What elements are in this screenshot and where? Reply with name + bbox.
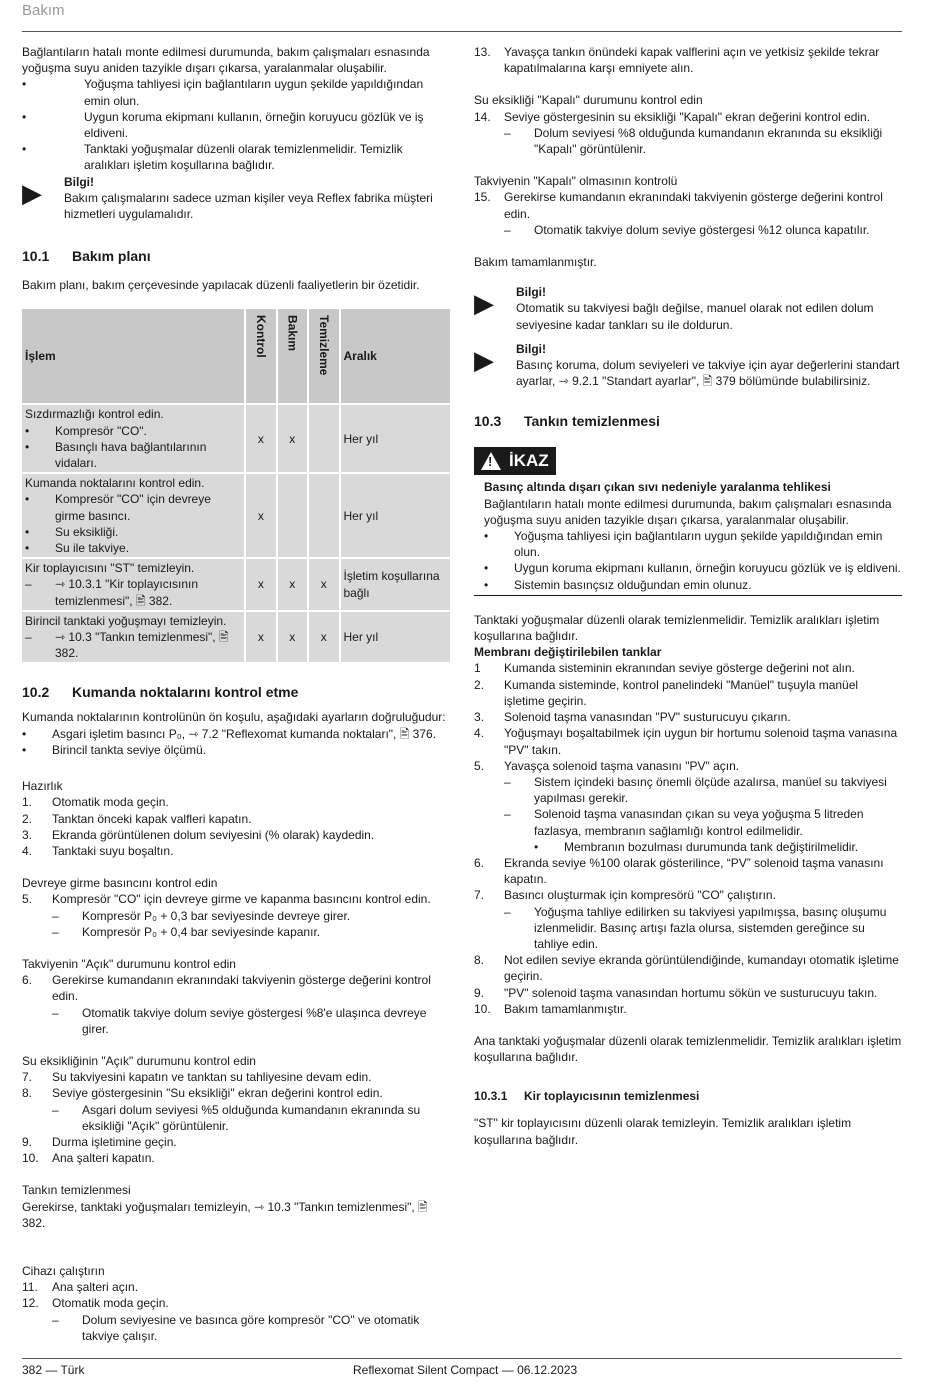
sub-step: – Solenoid taşma vanasından çıkan su veya yoğuşma 5 litreden fazlasya, membranın sağlamlığı kontrol edilmelidir. [504, 807, 864, 838]
step: 14. Seviye göstergesinin su eksikliği "Kapalı" ekran değerini kontrol edin. [474, 109, 871, 124]
footer-page-number: 382 — Türk [22, 1363, 85, 1377]
subheading: Membranı değiştirilebilen tanklar [474, 645, 662, 660]
list-item: • Yoğuşma tahliyesi için bağlantıların uygun şekilde yapıldığından emin olun. [484, 529, 883, 560]
subheading: Takviyenin "Kapalı" olmasının kontrolü [474, 174, 678, 189]
section-text: "ST" kir toplayıcısını düzenli olarak temizleyin. Temizlik aralıkları işletim koşullarına bağlıdır. [474, 1116, 852, 1147]
step: 12. Otomatik moda geçin. [22, 1296, 169, 1311]
warning-title: Basınç altında dışarı çıkan sıvı nedeniyle yaralanma tehlikesi [484, 480, 831, 495]
step: 7. Su takviyesini kapatın ve tanktan su tahliyesine devam edin. [22, 1070, 372, 1085]
step: 1 Kumanda sisteminin ekranından seviye gösterge değerini not alın. [474, 661, 855, 676]
section-text: Tanktaki yoğuşmalar düzenli olarak temizlenmelidir. Temizlik aralıkları işletim koşullarına bağlıdır. [474, 612, 880, 644]
footer-document-title: Reflexomat Silent Compact — 06.12.2023 [353, 1363, 578, 1377]
page-header: Bakım [22, 2, 65, 19]
step: 15. Gerekirse kumandanın ekranındaki takviyenin gösterge değerini kontrol edin. [474, 190, 883, 221]
step: 5. Yavaşça solenoid taşma vanasını "PV" açın. [474, 758, 740, 773]
info-arrow-icon: ▶ [22, 177, 42, 208]
sub-step: – Dolum seviyesi %8 olduğunda kumandanın ekranında su eksikliği "Kapalı" görüntülenir. [504, 125, 883, 157]
section-text: Bakım planı, bakım çerçevesinde yapılacak düzenli faaliyetlerin bir özetidir. [22, 278, 420, 293]
list-item: • Sistemin basınçsız olduğundan emin olunuz. [484, 577, 752, 592]
warning-badge: ! İKAZ [474, 447, 556, 475]
step: 6. Ekranda seviye %100 olarak gösterilince, “PV” solenoid taşma vanasını kapatın. [474, 855, 884, 887]
table-header: Kontrol [246, 309, 275, 403]
warning-text: Bağlantıların hatalı monte edilmesi durumunda, bakım çalışmaları esnasında yoğuşma suyu aniden tazyikle dışarı çıkarsa, yaralanmalar oluşabilir. [484, 496, 892, 527]
section-text: Kumanda noktalarının kontrolünün ön koşulu, aşağıdaki ayarların doğruluğudur: [22, 710, 446, 725]
subheading: Takviyenin "Açık" durumunu kontrol edin [22, 956, 236, 971]
table-header: İşlem [22, 309, 244, 403]
info-note [22, 174, 450, 223]
subheading: Devreye girme basıncını kontrol edin [22, 876, 218, 891]
intro-text: Bağlantıların hatalı monte edilmesi durumunda, bakım çalışmaları esnasında yoğuşma suyu aniden tazyikle dışarı çıkarsa, yaralanmalar oluşabilir. [22, 45, 430, 76]
list-item: • Uygun koruma ekipmanı kullanın, örneğin koruyucu gözlük ve iş eldiveni. [484, 561, 901, 576]
step: 1. Otomatik moda geçin. [22, 795, 169, 810]
section-heading-10-2: 10.2 Kumanda noktalarını kontrol etme [22, 684, 299, 701]
left-column [22, 44, 450, 1344]
step: 4. Tanktaki suyu boşaltın. [22, 843, 174, 858]
step: 7. Basıncı oluşturmak için kompresörü "CO" çalıştırın. [474, 888, 776, 903]
sub-step: – Dolum seviyesine ve basınca göre kompresör "CO" ve otomatik takviye çalışır. [52, 1312, 420, 1343]
table-row: Kumanda noktalarını kontrol edin. • Kompresör "CO" için devreye girme basıncı. • Su eksikliği. • Su ile takviye. x Her yıl [22, 474, 450, 557]
step: 3. Ekranda görüntülenen dolum seviyesini (% olarak) kaydedin. [22, 827, 375, 842]
note-title: Bilgi! [64, 174, 94, 189]
step: 13. Yavaşça tankın önündeki kapak valflerini açın ve yetkisiz şekilde tekrar kapatılmalarına karşı emniyete alın. [474, 45, 880, 76]
subheading: Tankın temizlenmesi [22, 1183, 131, 1198]
section-text: Ana tanktaki yoğuşmalar düzenli olarak temizlenmelidir. Temizlik aralıkları işletim koşullarına bağlıdır. [474, 1033, 902, 1065]
step: 2. Kumanda sisteminde, kontrol panelindeki "Manüel" tuşuyla manüel işletime geçirin. [474, 677, 859, 708]
step: 3. Solenoid taşma vanasından "PV" susturucuyu çıkarın. [474, 710, 791, 725]
info-note: ▶ Bilgi! Basınç koruma, dolum seviyeleri ve takviye için ayar değerlerini standart ayarlar, ⇾ 9.2.1 "Standart ayarlar", 🖹 379 bölümünde bulabilirsiniz. [474, 341, 900, 389]
info-arrow-icon: ▶ [474, 288, 494, 319]
table-row: Sızdırmazlığı kontrol edin. • Kompresör "CO". • Basınçlı hava bağlantılarının vidaları. x x Her yıl [22, 405, 450, 472]
section-text: Gerekirse, tanktaki yoğuşmaları temizleyin, ⇾ 10.3 "Tankın temizlenmesi", 🖹 382. [22, 1199, 428, 1230]
step: 6. Gerekirse kumandanın ekranındaki takviyenin gösterge değerini kontrol edin. [22, 973, 431, 1004]
section-heading-10-3-1: 10.3.1 Kir toplayıcısının temizlenmesi [474, 1089, 700, 1104]
maintenance-plan-table [20, 307, 452, 664]
step: 9. Durma işletimine geçin. [22, 1134, 177, 1149]
step: 4. Yoğuşmayı boşaltabilmek için uygun bir hortumu solenoid taşma vanasına "PV" takın. [474, 726, 898, 757]
sub-step: – Yoğuşma tahliye edilirken su takviyesi yapılmışsa, basınç oluşumu izlenmelidir. Basınç artışı fazla olursa, sistemden gereğince su tahliye edin. [504, 904, 887, 951]
step: 10. Ana şalteri kapatın. [22, 1151, 155, 1166]
section-text: Bakım tamamlanmıştır. [474, 255, 597, 270]
step: 8. Not edilen seviye ekranda görüntülendiğinde, kumandayı otomatik işletime geçirin. [474, 953, 899, 984]
step: 5. Kompresör "CO" için devreye girme ve kapanma basıncını kontrol edin. [22, 892, 431, 907]
warning-triangle-icon [481, 452, 501, 470]
subheading: Cihazı çalıştırın [22, 1263, 105, 1278]
sub-step: – Sistem içindeki basınç önemli ölçüde azalırsa, manüel su takviyesi yapılması gerekir. [504, 774, 887, 806]
step: 8. Seviye göstergesinin "Su eksikliği" ekran değerini kontrol edin. [22, 1086, 383, 1101]
list-item: • Asgari işletim basıncı P₀, ⇾ 7.2 "Reflexomat kumanda noktaları", 🖹 376. [22, 726, 437, 741]
sub-step: – Kompresör P₀ + 0,3 bar seviyesinde devreye girer. [52, 908, 351, 923]
section-heading-10-3: 10.3 Tankın temizlenmesi [474, 413, 660, 430]
header-rule [22, 31, 902, 32]
warning-box [474, 447, 902, 595]
sub-step: – Kompresör P₀ + 0,4 bar seviyesinde kapanır. [52, 924, 321, 939]
subheading: Hazırlık [22, 779, 63, 794]
footer-rule [22, 1358, 902, 1359]
table-header: Temizleme [309, 309, 338, 403]
step: 11. Ana şalteri açın. [22, 1280, 139, 1295]
table-header: Bakım [278, 309, 307, 403]
subheading: Su eksikliğinin "Açık" durumunu kontrol edin [22, 1053, 256, 1068]
sub-sub-step: • Membranın bozulması durumunda tank değiştirilmelidir. [534, 839, 859, 854]
list-item: • Birincil tankta seviye ölçümü. [22, 742, 207, 757]
list-item: • Tanktaki yoğuşmalar düzenli olarak temizlenmelidir. Temizlik aralıkları işletim koşullarına bağlıdır. [22, 142, 403, 173]
list-item: • Yoğuşma tahliyesi için bağlantıların uygun şekilde yapıldığından emin olun. [22, 77, 424, 108]
step: 9. "PV" solenoid taşma vanasından hortumu sökün ve susturucuyu takın. [474, 985, 878, 1000]
subheading: Su eksikliği "Kapalı" durumunu kontrol edin [474, 93, 703, 108]
table-row: Birincil tanktaki yoğuşmayı temizleyin. – ⇾ 10.3 "Tankın temizlenmesi", 🖹 382. x x x Her yıl [22, 612, 450, 663]
step: 10. Bakım tamamlanmıştır. [474, 1001, 627, 1016]
info-arrow-icon: ▶ [474, 344, 494, 375]
note-text: Bakım çalışmalarını sadece uzman kişiler veya Reflex fabrika müşteri hizmetleri uygulamalıdır. [64, 190, 433, 222]
list-item: • Uygun koruma ekipmanı kullanın, örneğin koruyucu gözlük ve iş eldiveni. [22, 109, 424, 141]
sub-step: – Otomatik takviye dolum seviye göstergesi %12 olunca kapatılır. [504, 222, 870, 237]
section-heading-10-1: 10.1 Bakım planı [22, 248, 151, 265]
table-row: Kir toplayıcısını "ST" temizleyin. – ⇾ 10.3.1 "Kir toplayıcısının temizlenmesi", 🖹 382. x x x İşletim koşullarına bağlı [22, 559, 450, 610]
step: 2. Tanktan önceki kapak valfleri kapatın. [22, 811, 252, 826]
table-header: Aralık [341, 309, 451, 403]
info-note: ▶ Bilgi! Otomatik su takviyesi bağlı değilse, manuel olarak not edilen dolum seviyesine kadar tankları su ile doldurun. [474, 285, 874, 332]
sub-step: – Otomatik takviye dolum seviye göstergesi %8'e ulaşınca devreye girer. [52, 1005, 427, 1036]
right-column [474, 44, 902, 1148]
sub-step: – Asgari dolum seviyesi %5 olduğunda kumandanın ekranında su eksikliği "Açık" görüntülenir. [52, 1102, 421, 1133]
